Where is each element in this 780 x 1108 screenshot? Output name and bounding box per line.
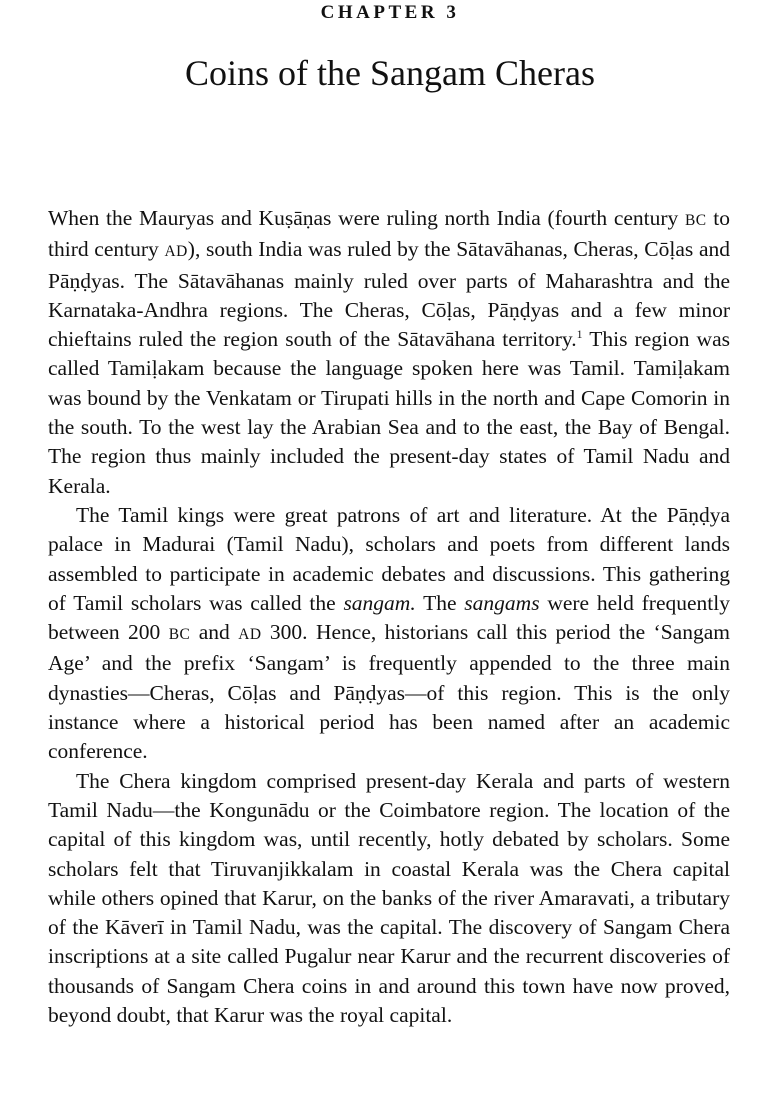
text-run: The Tamil kings were great patrons of art and literature. At the Pāṇḍya palace in Madurai (Tamil Nadu), scholars and poets from different lands assembled to participate in academic debates and discussions. This gathering of Tamil scholars was called the <box>48 502 730 615</box>
italic-term: sangams <box>464 590 540 615</box>
chapter-label: CHAPTER 3 <box>320 2 460 23</box>
text-run: The <box>415 590 465 615</box>
era-abbrev-ad: AD <box>164 243 188 261</box>
paragraph-3 <box>48 767 730 1031</box>
text-run: 300. Hence, historians call this period the ‘Sangam Age’ and the prefix ‘Sangam’ is frequently appended to the three main dynasties—Cheras, Cōḷas and Pāṇḍyas—of this region. This is the only instance where a historical period has been named after an academic conference. <box>48 620 730 764</box>
paragraph-1 <box>48 204 730 501</box>
text-run: ), south India was ruled by the Sātavāhanas, Cheras, Cōḷas and Pāṇḍyas. The Sātavāhanas mainly ruled over parts of Maharashtra and the Karnataka-Andhra regions. The Cheras, Cōḷas, Pāṇḍyas and a few minor chieftains ruled the region south of the Sātavāhana territory. <box>48 237 730 352</box>
text-run: and <box>190 620 239 645</box>
chapter-body <box>48 204 730 1030</box>
chapter-title: Coins of the Sangam Cheras <box>185 53 595 93</box>
era-abbrev-bc: BC <box>684 212 707 229</box>
footnote-marker: 1 <box>576 327 583 342</box>
era-abbrev-ad: AD <box>238 626 262 644</box>
era-abbrev-bc: BC <box>168 626 191 644</box>
italic-term: sangam. <box>343 590 416 615</box>
text-run: When the Mauryas and Kuṣāṇas were ruling north India (fourth century <box>48 206 685 230</box>
paragraph-2 <box>48 501 730 767</box>
text-run: to third century <box>48 206 731 262</box>
text-run: were held frequently between 200 <box>48 590 730 645</box>
text-run: This region was called Tamiḷakam because the language spoken here was Tamil. Tamiḷakam was bound by the Venkatam or Tirupati hills in the north and Cape Comorin in the south. To the west lay the Arabian Sea and to the east, the Bay of Bengal. The region thus mainly included the present-day states of Tamil Nadu and Kerala. <box>48 327 730 498</box>
text-run: The Chera kingdom comprised present-day Kerala and parts of western Tamil Nadu—the Kongunādu or the Coimbatore region. The location of the capital of this kingdom was, until recently, hotly debated by scholars. Some scholars felt that Tiruvanjikkalam in coastal Kerala was the Chera capital while others opined that Karur, on the banks of the river Amaravati, a tributary of the Kāverī in Tamil Nadu, was the capital. The discovery of Sangam Chera inscriptions at a site called Pugalur near Karur and the recurrent discoveries of thousands of Sangam Chera coins in and around this town have now proved, beyond doubt, that Karur was the royal capital. <box>48 768 730 1028</box>
